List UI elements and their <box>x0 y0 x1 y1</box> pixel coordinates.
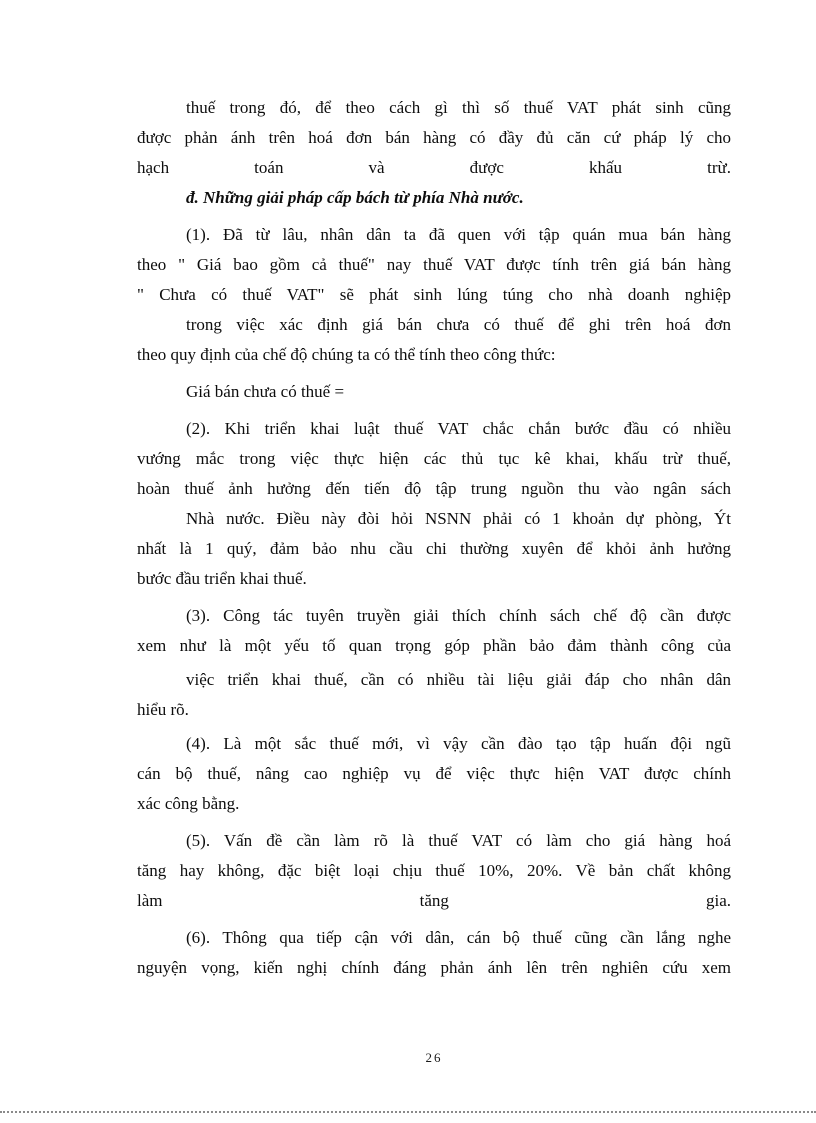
text-line: xem như là một yếu tố quan trọng góp phần bảo đảm thành công của <box>137 636 731 655</box>
text-line: " Chưa có thuế VAT" sẽ phát sinh lúng túng cho nhà doanh nghiệp <box>137 285 731 304</box>
text-line: theo quy định của chế độ chúng ta có thể tính theo công thức: <box>137 345 556 364</box>
section-heading: đ. Những giải pháp cấp bách từ phía Nhà nước. <box>186 188 524 207</box>
page-footer <box>137 1050 731 1066</box>
footer-divider <box>0 1111 816 1113</box>
text-line: được phản ánh trên hoá đơn bán hàng có đầy đủ căn cứ pháp lý cho <box>137 128 731 147</box>
text-line: xác công bằng. <box>137 794 240 813</box>
text-line: hiểu rõ. <box>137 700 189 719</box>
text-line: nhất là 1 quý, đảm bảo nhu cầu chi thường xuyên để khỏi ảnh hưởng <box>137 539 731 558</box>
text-line: làm tăng gia. <box>137 891 731 910</box>
text-line: bước đầu triển khai thuế. <box>137 569 307 588</box>
text-line: tăng hay không, đặc biệt loại chịu thuế 10%, 20%. Về bản chất không <box>137 861 731 880</box>
text-line: trong việc xác định giá bán chưa có thuế để ghi trên hoá đơn <box>186 315 731 334</box>
text-line: thuế trong đó, để theo cách gì thì số thuế VAT phát sinh cũng <box>186 98 731 117</box>
text-line: cán bộ thuế, nâng cao nghiệp vụ để việc thực hiện VAT được chính <box>137 764 731 783</box>
text-line: việc triển khai thuế, cần có nhiều tài liệu giải đáp cho nhân dân <box>186 670 731 689</box>
text-line: Nhà nước. Điều này đòi hỏi NSNN phải có 1 khoản dự phòng, Ýt <box>186 509 731 528</box>
text-line: (2). Khi triển khai luật thuế VAT chắc chắn bước đầu có nhiều <box>186 419 731 438</box>
text-line: nguyện vọng, kiến nghị chính đáng phản ánh lên trên nghiên cứu xem <box>137 958 731 977</box>
text-line: (4). Là một sắc thuế mới, vì vậy cần đào tạo tập huấn đội ngũ <box>186 734 731 753</box>
text-line: (3). Công tác tuyên truyền giải thích chính sách chế độ cần được <box>186 606 731 625</box>
document-body <box>137 93 731 983</box>
text-line: (6). Thông qua tiếp cận với dân, cán bộ thuế cũng cần lắng nghe <box>186 928 731 947</box>
text-line: Giá bán chưa có thuế = <box>186 382 345 401</box>
text-line: theo " Giá bao gồm cả thuế" nay thuế VAT được tính trên giá bán hàng <box>137 255 731 274</box>
text-line: (5). Vấn đề cần làm rõ là thuế VAT có làm cho giá hàng hoá <box>186 831 731 850</box>
text-line: vướng mắc trong việc thực hiện các thủ tục kê khai, khấu trừ thuế, <box>137 449 731 468</box>
text-line: hoàn thuế ảnh hưởng đến tiến độ tập trung nguồn thu vào ngân sách <box>137 479 731 498</box>
text-line: hạch toán và được khấu trừ. <box>137 158 731 177</box>
text-line: (1). Đã từ lâu, nhân dân ta đã quen với tập quán mua bán hàng <box>186 225 731 244</box>
page-number: 26 <box>425 1050 443 1065</box>
